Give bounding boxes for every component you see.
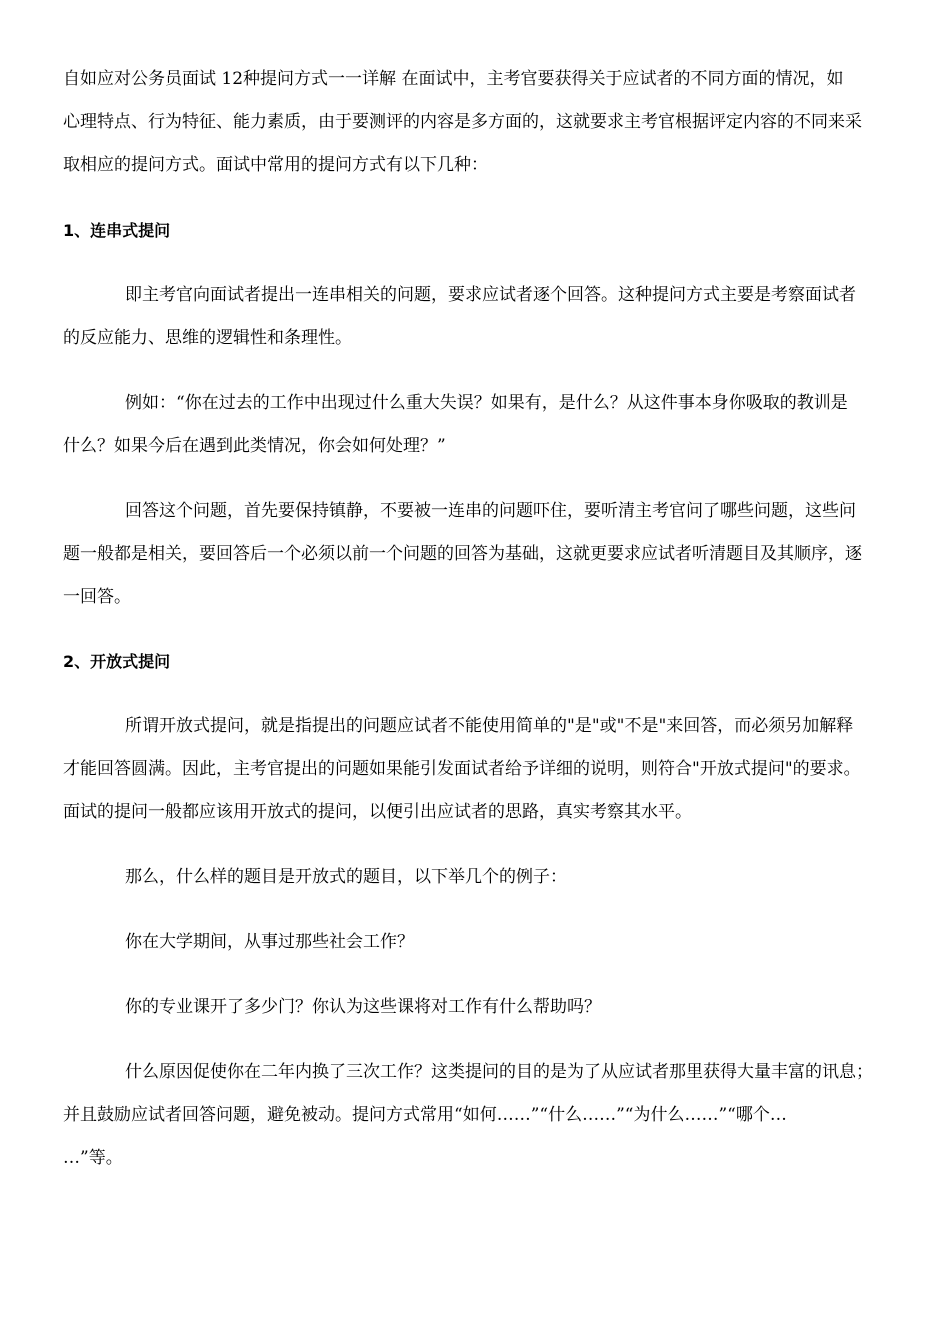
paragraph-line: 你的专业课开了多少门？你认为这些课将对工作有什么帮助吗？ (125, 997, 601, 1017)
section-1-paragraph-3 (63, 490, 885, 619)
paragraph-line: 即主考官向面试者提出一连串相关的问题，要求应试者逐个回答。这种提问方式主要是考察面试者 (125, 285, 856, 305)
paragraph-line: 并且鼓励应试者回答问题，避免被动。提问方式常用“如何……”“什么……”“为什么……”“哪个… (63, 1105, 787, 1125)
section-2-heading: 2、开放式提问 (63, 652, 171, 671)
paragraph-line: 一回答。 (63, 587, 131, 607)
paragraph-line: 才能回答圆满。因此，主考官提出的问题如果能引发面试者给予详细的说明，则符合"开放式提问"的要求。 (63, 759, 861, 779)
section-2-paragraph-1 (63, 705, 885, 834)
paragraph-line: 什么原因促使你在二年内换了三次工作？这类提问的目的是为了从应试者那里获得大量丰富的讯息； (125, 1062, 873, 1082)
example-question-2 (63, 986, 885, 1029)
paragraph-line: 所谓开放式提问，就是指提出的问题应试者不能使用简单的"是"或"不是"来回答，而必须另加解释 (125, 716, 854, 736)
paragraph-line: 面试的提问一般都应该用开放式的提问，以便引出应试者的思路，真实考察其水平。 (63, 802, 692, 822)
section-2-paragraph-2 (63, 856, 885, 899)
section-1-paragraph-1 (63, 274, 885, 360)
intro-paragraph (63, 58, 885, 187)
paragraph-line: …”等。 (63, 1148, 123, 1168)
section-1-paragraph-2 (63, 382, 885, 468)
paragraph-line: 例如：“你在过去的工作中出现过什么重大失误？如果有，是什么？从这件事本身你吸取的教训是 (125, 393, 848, 413)
intro-line: 心理特点、行为特征、能力素质，由于要测评的内容是多方面的，这就要求主考官根据评定内容的不同来采 (63, 112, 862, 132)
paragraph-line: 你在大学期间，从事过那些社会工作？ (125, 932, 414, 952)
intro-line: 取相应的提问方式。面试中常用的提问方式有以下几种： (63, 155, 488, 175)
paragraph-line: 回答这个问题，首先要保持镇静，不要被一连串的问题吓住，要听清主考官问了哪些问题，这些问 (125, 501, 856, 521)
paragraph-line: 的反应能力、思维的逻辑性和条理性。 (63, 328, 352, 348)
paragraph-line: 什么？如果今后在遇到此类情况，你会如何处理？” (63, 436, 446, 456)
paragraph-line: 题一般都是相关，要回答后一个必须以前一个问题的回答为基础，这就更要求应试者听清题目及其顺序，逐 (63, 544, 862, 564)
paragraph-line: 那么，什么样的题目是开放式的题目，以下举几个的例子： (125, 867, 567, 887)
example-question-1 (63, 921, 885, 964)
intro-line: 自如应对公务员面试 12种提问方式一一详解 在面试中，主考官要获得关于应试者的不同方面的情况，如 (63, 69, 844, 89)
section-2-paragraph-5 (63, 1051, 885, 1180)
section-1-heading: 1、连串式提问 (63, 221, 171, 240)
